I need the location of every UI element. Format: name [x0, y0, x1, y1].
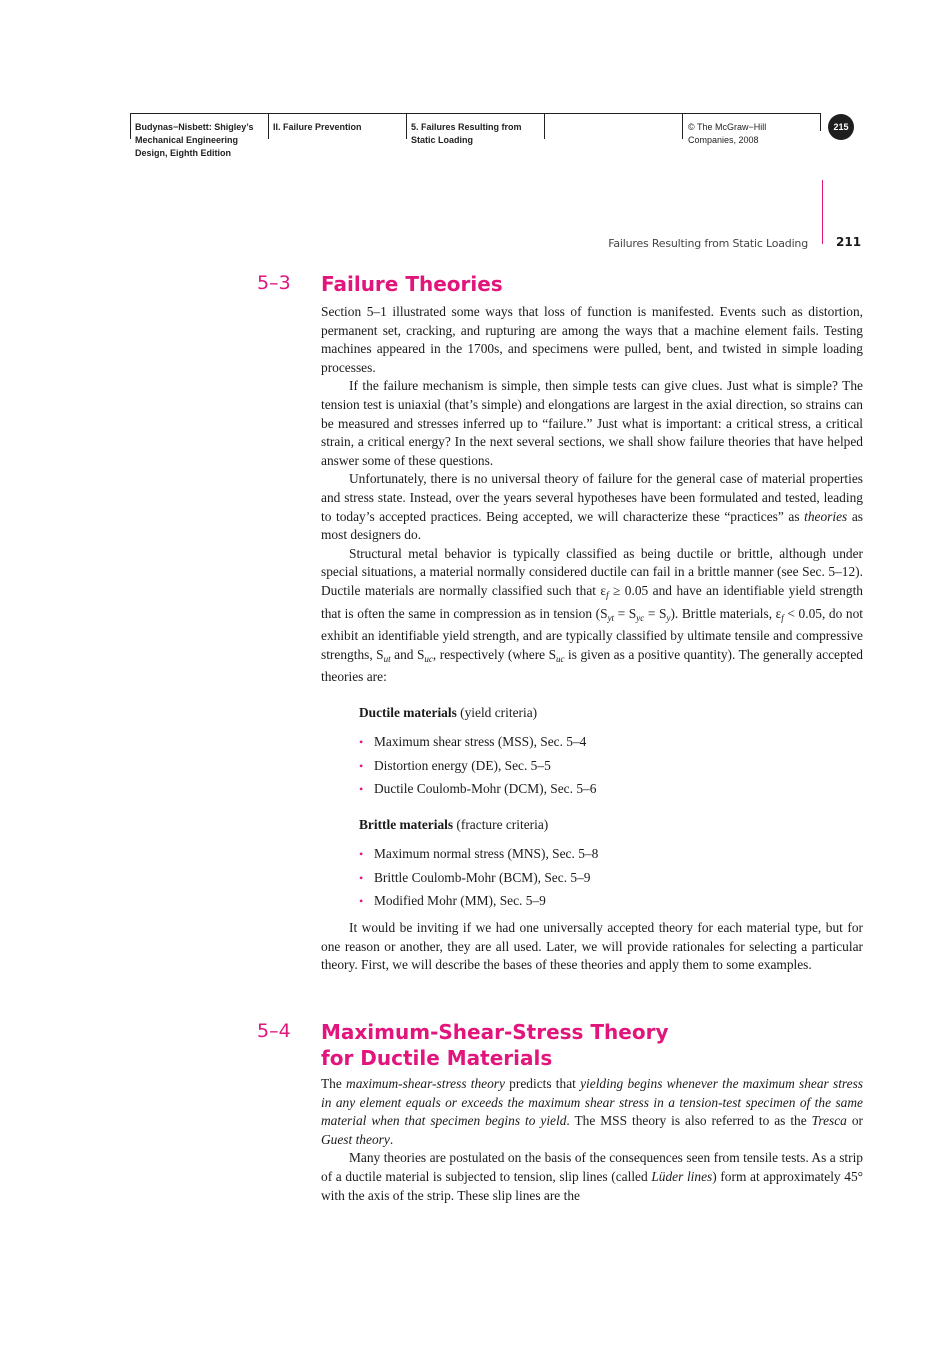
text-run: Structural metal behavior is typically classified as being ductile or brittle, although under special situations, a material normally considered ductile can fail in a brittle manner (see Sec. 5–12). Ductile materials are normally classified such that ε	[321, 545, 863, 598]
paragraph	[321, 545, 863, 687]
page-badge: 215	[828, 114, 854, 140]
section-body	[321, 303, 863, 687]
text-run: .	[389, 1131, 394, 1147]
header-copyright-line: Companies, 2008	[688, 135, 759, 145]
text-run: as most designers do.	[321, 508, 863, 543]
bullet-icon: •	[359, 847, 364, 861]
text-run: , respectively (where S	[432, 646, 557, 662]
list-item	[359, 892, 598, 916]
header-book-title-line: Budynas−Nisbett: Shigley’s	[135, 122, 254, 132]
ductile-group-title	[359, 705, 537, 721]
text-run: Unfortunately, there is no universal theory of failure for the general case of material properties and stress state. Instead, over the years several hypotheses have been formulated and tested, leading to today’s accepted practices. Being accepted, we will characterize these “practices” as	[321, 471, 863, 524]
section-title-line: for Ductile Materials	[321, 1046, 553, 1070]
text-run: and S	[390, 646, 425, 662]
bullet-icon: •	[359, 758, 364, 773]
header-book-title	[130, 113, 269, 158]
text-run: or	[846, 1113, 863, 1129]
list-item-text: Maximum normal stress (MNS), Sec. 5–8	[374, 846, 599, 861]
emphasis: Guest theory	[321, 1131, 390, 1147]
text-run: Many theories are postulated on the basis of the consequences seen from tensile tests. As a strip of a ductile material is subjected to tension, slip lines (called	[321, 1150, 863, 1184]
group-title-note: (yield criteria)	[456, 705, 538, 720]
list-item-text: Brittle Coulomb-Mohr (BCM), Sec. 5–9	[374, 869, 591, 885]
paragraph	[321, 470, 863, 544]
subscript: y	[666, 612, 671, 623]
bullet-icon: •	[359, 735, 364, 749]
subscript: uc	[424, 653, 433, 664]
group-title-bold: Brittle materials	[359, 817, 454, 832]
header-part-line: II. Failure Prevention	[273, 122, 362, 132]
text-run: ) form at approximately 45° with the axis of the strip. These slip lines are the	[321, 1168, 864, 1203]
text-run: predicts that	[504, 1076, 581, 1091]
list-item	[359, 869, 598, 893]
text-run: < 0.05, do not exhibit an identifiable yield strength, and are typically classified by ultimate tensile and compressive strengths, S	[321, 605, 863, 662]
section-body-closing	[321, 919, 863, 975]
list-item-text: Modified Mohr (MM), Sec. 5–9	[374, 893, 546, 908]
running-head-rule	[822, 180, 823, 244]
list-item-text: Ductile Coulomb-Mohr (DCM), Sec. 5–6	[374, 781, 597, 796]
bullet-icon: •	[359, 782, 364, 796]
text-run: = S	[644, 605, 667, 621]
page-number: 211	[836, 235, 862, 249]
group-title-bold: Ductile materials	[359, 705, 457, 720]
paragraph	[321, 1075, 863, 1149]
emphasis: yielding begins whenever the maximum shear stress in any element equals or exceeds the maximum shear stress in a tension-test specimen of the same material when that specimen begins to yield	[321, 1076, 863, 1129]
text-run: . The MSS theory is also referred to as the	[566, 1113, 812, 1129]
header-chapter	[406, 113, 545, 145]
list-item	[359, 845, 598, 869]
emphasis: theories	[804, 508, 848, 524]
running-head-title: Failures Resulting from Static Loading	[608, 237, 808, 250]
list-item-text: Distortion energy (DE), Sec. 5–5	[374, 757, 551, 773]
bullet-icon: •	[359, 870, 364, 885]
subscript: f	[781, 612, 784, 623]
section-number: 5–4	[257, 1020, 291, 1042]
header-book-title-line: Design, Eighth Edition	[135, 148, 231, 158]
emphasis: maximum-shear-stress theory	[346, 1076, 505, 1091]
header-empty-cell	[544, 113, 683, 139]
header-part	[268, 113, 407, 139]
header-chapter-line: Static Loading	[411, 135, 474, 145]
section-title: Failure Theories	[321, 272, 503, 296]
paragraph	[321, 1149, 863, 1205]
ductile-list	[359, 733, 596, 804]
text-run: The	[321, 1076, 347, 1091]
subscript: yt	[607, 612, 615, 623]
section-body	[321, 1075, 863, 1205]
paragraph: Section 5–1 illustrated some ways that loss of function is manifested. Events such as distortion, permanent set, cracking, and rupturing are among the ways that a machine element fails. Testing machines appeared in the 1700s, and specimens were pulled, bent, and twisted in simple loading processes.	[321, 304, 863, 375]
section-number: 5–3	[257, 272, 291, 294]
section-title	[321, 1019, 669, 1071]
section-title-line: Maximum-Shear-Stress Theory	[321, 1020, 669, 1044]
subscript: ut	[383, 653, 391, 664]
bullet-icon: •	[359, 894, 364, 908]
text-run: is given as a positive quantity). The generally accepted theories are:	[321, 646, 864, 685]
paragraph: If the failure mechanism is simple, then simple tests can give clues. Just what is simple? The tension test is uniaxial (that’s simple) and elongations are largest in the axial direction, so strains can be measured and stresses inferred up to “failure.” Just what is important: a critical stress, a critical strain, a critical energy? In the next several sections, we shall show failure theories that have helped answer some of these questions.	[321, 378, 863, 468]
emphasis: Lüder lines	[651, 1168, 713, 1184]
header-chapter-line: 5. Failures Resulting from	[411, 122, 522, 132]
header-copyright-line: © The McGraw−Hill	[688, 122, 767, 132]
paragraph: It would be inviting if we had one universally accepted theory for each material type, but for one reason or another, they are all used. Later, we will provide rationales for selecting a particular theory. First, we will describe the bases of these theories and apply them to some examples.	[321, 920, 863, 973]
list-item	[359, 733, 596, 757]
text-run: ). Brittle materials, ε	[670, 605, 782, 621]
header-end-rule	[820, 113, 821, 131]
subscript: f	[606, 589, 609, 600]
subscript: uc	[556, 653, 565, 664]
header-copyright-text	[684, 113, 818, 145]
brittle-list	[359, 845, 598, 916]
text-run: = S	[614, 605, 637, 621]
list-item	[359, 780, 596, 804]
list-item	[359, 757, 596, 781]
list-item-text: Maximum shear stress (MSS), Sec. 5–4	[374, 734, 587, 749]
emphasis: Tresca	[811, 1113, 847, 1129]
text-run: ≥ 0.05 and have an identifiable yield strength that is often the same in compression as in tension (S	[321, 582, 863, 621]
group-title-note: (fracture criteria)	[453, 817, 549, 832]
subscript: yc	[636, 612, 645, 623]
header-book-title-line: Mechanical Engineering	[135, 135, 239, 145]
book-header-banner	[130, 113, 840, 158]
brittle-group-title	[359, 817, 548, 833]
